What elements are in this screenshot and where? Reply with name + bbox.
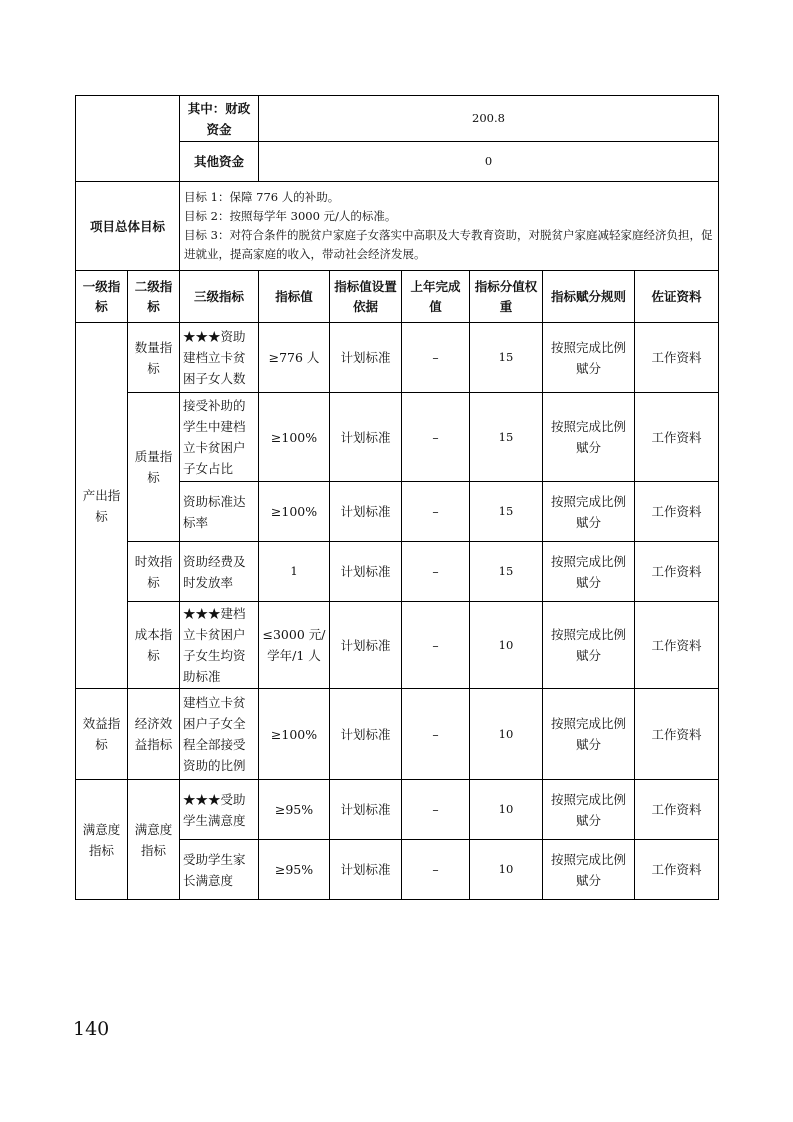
level2-economic: 经济效益指标 [128, 689, 180, 780]
goal-line: 目标 2：按照每学年 3000 元/人的标准。 [184, 209, 397, 223]
header-rule: 指标赋分规则 [543, 271, 635, 323]
prev-cell: – [402, 542, 470, 602]
level2-cost: 成本指标 [128, 602, 180, 689]
rule-cell: 按照完成比例赋分 [543, 840, 635, 900]
value-cell: ≥95% [259, 840, 330, 900]
evidence-cell: 工作资料 [635, 602, 719, 689]
weight-cell: 15 [470, 393, 543, 482]
level1-benefit: 效益指标 [76, 689, 128, 780]
level3-cell: 受助学生家长满意度 [180, 840, 259, 900]
overall-goal-text [180, 182, 719, 271]
prev-cell: – [402, 323, 470, 393]
header-row [76, 271, 719, 323]
level3-cell: 资助经费及时发放率 [180, 542, 259, 602]
value-cell: 1 [259, 542, 330, 602]
table-row [76, 780, 719, 840]
header-level2: 二级指标 [128, 271, 180, 323]
evidence-cell: 工作资料 [635, 840, 719, 900]
rule-cell: 按照完成比例赋分 [543, 542, 635, 602]
table-row [76, 393, 719, 482]
value-cell: ≥95% [259, 780, 330, 840]
header-basis: 指标值设置依据 [330, 271, 402, 323]
basis-cell: 计划标准 [330, 542, 402, 602]
rule-cell: 按照完成比例赋分 [543, 689, 635, 780]
fiscal-funds-value: 200.8 [259, 96, 719, 142]
basis-cell: 计划标准 [330, 780, 402, 840]
evidence-cell: 工作资料 [635, 323, 719, 393]
level3-cell: ★★★受助学生满意度 [180, 780, 259, 840]
rule-cell: 按照完成比例赋分 [543, 482, 635, 542]
header-value: 指标值 [259, 271, 330, 323]
other-funds-label: 其他资金 [180, 142, 259, 182]
header-weight: 指标分值权重 [470, 271, 543, 323]
prev-cell: – [402, 602, 470, 689]
evidence-cell: 工作资料 [635, 689, 719, 780]
evidence-cell: 工作资料 [635, 780, 719, 840]
table-row [76, 602, 719, 689]
weight-cell: 15 [470, 542, 543, 602]
prev-cell: – [402, 393, 470, 482]
level3-cell: 资助标准达标率 [180, 482, 259, 542]
table-row [76, 542, 719, 602]
page-number: 140 [73, 1018, 110, 1040]
basis-cell: 计划标准 [330, 323, 402, 393]
header-level3: 三级指标 [180, 271, 259, 323]
level1-output: 产出指标 [76, 323, 128, 689]
value-cell: ≥100% [259, 689, 330, 780]
weight-cell: 15 [470, 323, 543, 393]
level2-timeliness: 时效指标 [128, 542, 180, 602]
weight-cell: 15 [470, 482, 543, 542]
evidence-cell: 工作资料 [635, 542, 719, 602]
header-prev: 上年完成值 [402, 271, 470, 323]
header-level1: 一级指标 [76, 271, 128, 323]
basis-cell: 计划标准 [330, 602, 402, 689]
level1-satisfaction: 满意度指标 [76, 780, 128, 900]
weight-cell: 10 [470, 780, 543, 840]
blank-cell [76, 96, 180, 182]
prev-cell: – [402, 840, 470, 900]
other-funds-value: 0 [259, 142, 719, 182]
basis-cell: 计划标准 [330, 393, 402, 482]
rule-cell: 按照完成比例赋分 [543, 602, 635, 689]
level2-quantity: 数量指标 [128, 323, 180, 393]
level3-cell: 建档立卡贫困户子女全程全部接受资助的比例 [180, 689, 259, 780]
prev-cell: – [402, 780, 470, 840]
table-row [76, 323, 719, 393]
basis-cell: 计划标准 [330, 689, 402, 780]
rule-cell: 按照完成比例赋分 [543, 780, 635, 840]
level3-cell: ★★★建档立卡贫困户子女生均资助标准 [180, 602, 259, 689]
value-cell: ≥776 人 [259, 323, 330, 393]
level2-quality: 质量指标 [128, 393, 180, 542]
weight-cell: 10 [470, 689, 543, 780]
table-row [76, 689, 719, 780]
level3-cell: ★★★资助建档立卡贫困子女人数 [180, 323, 259, 393]
level2-satisfaction: 满意度指标 [128, 780, 180, 900]
value-cell: ≥100% [259, 482, 330, 542]
level3-cell: 接受补助的学生中建档立卡贫困户子女占比 [180, 393, 259, 482]
rule-cell: 按照完成比例赋分 [543, 393, 635, 482]
basis-cell: 计划标准 [330, 840, 402, 900]
overall-goal-label: 项目总体目标 [76, 182, 180, 271]
goal-line: 目标 1：保障 776 人的补助。 [184, 190, 340, 204]
fiscal-funds-label: 其中：财政资金 [180, 96, 259, 142]
prev-cell: – [402, 482, 470, 542]
weight-cell: 10 [470, 602, 543, 689]
weight-cell: 10 [470, 840, 543, 900]
performance-table [75, 95, 719, 900]
evidence-cell: 工作资料 [635, 482, 719, 542]
goal-line: 目标 3：对符合条件的脱贫户家庭子女落实中高职及大专教育资助，对脱贫户家庭减轻家庭经济负担，促进就业，提高家庭的收入，带动社会经济发展。 [184, 228, 713, 261]
evidence-cell: 工作资料 [635, 393, 719, 482]
prev-cell: – [402, 689, 470, 780]
header-evidence: 佐证资料 [635, 271, 719, 323]
value-cell: ≥100% [259, 393, 330, 482]
rule-cell: 按照完成比例赋分 [543, 323, 635, 393]
basis-cell: 计划标准 [330, 482, 402, 542]
value-cell: ≤3000 元/学年/1 人 [259, 602, 330, 689]
